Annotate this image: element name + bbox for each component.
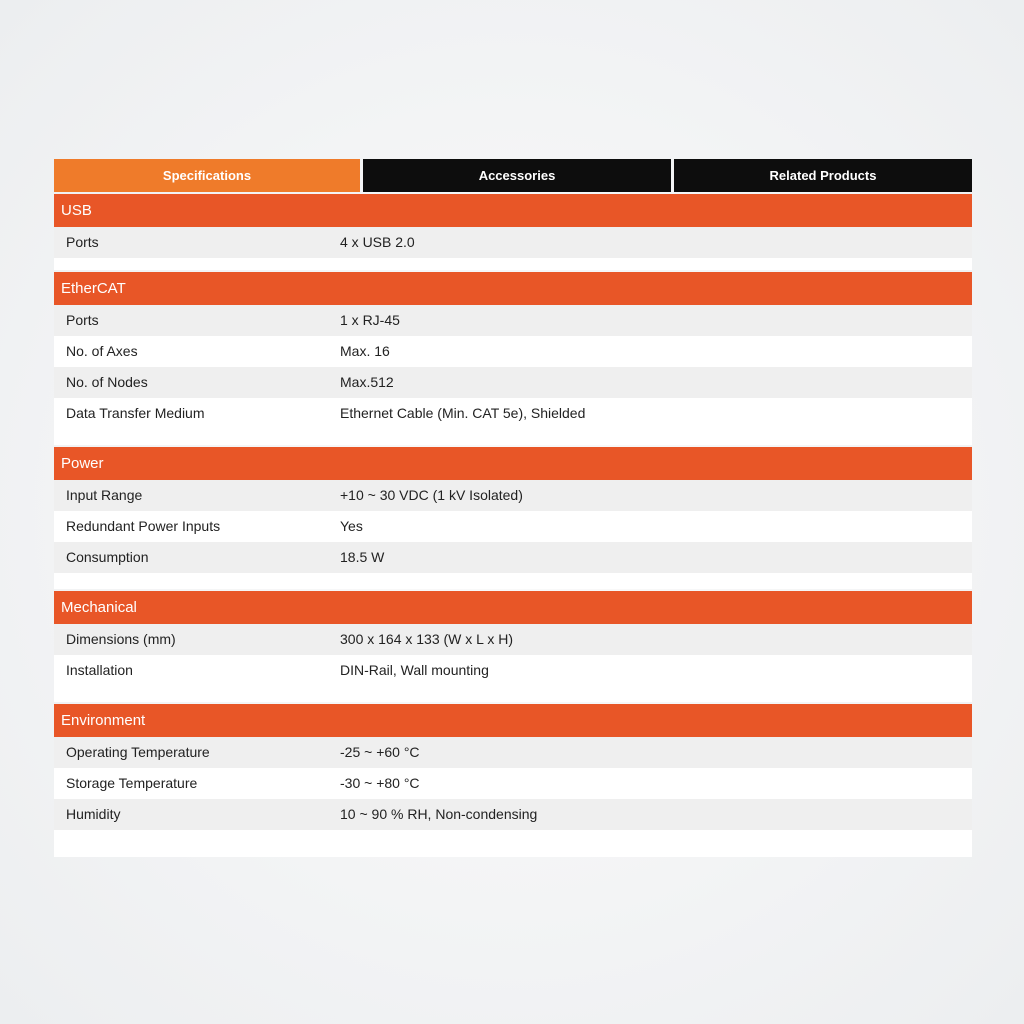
section-title: EtherCAT [54, 272, 972, 305]
spec-row [54, 624, 972, 655]
spec-row [54, 799, 972, 830]
section-spacer [54, 258, 972, 270]
spec-value: Ethernet Cable (Min. CAT 5e), Shielded [340, 405, 586, 421]
section-spacer [54, 830, 972, 857]
spec-row [54, 398, 972, 429]
spec-value: 1 x RJ-45 [340, 312, 400, 328]
spec-label: Ports [66, 234, 99, 250]
spec-row [54, 336, 972, 367]
section-spacer [54, 686, 972, 702]
section-title: Environment [54, 704, 972, 737]
spec-label: Operating Temperature [66, 744, 210, 760]
spec-value: 18.5 W [340, 549, 385, 565]
spec-row [54, 227, 972, 258]
section-title: USB [54, 194, 972, 227]
spec-value: DIN-Rail, Wall mounting [340, 662, 489, 678]
spec-value: -25 ~ +60 °C [340, 744, 420, 760]
tab-accessories[interactable]: Accessories [363, 159, 671, 192]
section-power [54, 447, 972, 589]
spec-panel [54, 159, 972, 857]
section-spacer [54, 429, 972, 445]
tab-bar [54, 159, 972, 192]
spec-row [54, 480, 972, 511]
spec-label: Storage Temperature [66, 775, 198, 791]
spec-label: Redundant Power Inputs [66, 518, 221, 534]
spec-value: +10 ~ 30 VDC (1 kV Isolated) [340, 487, 523, 503]
spec-row [54, 655, 972, 686]
spec-value: 4 x USB 2.0 [340, 234, 415, 250]
tab-specifications[interactable]: Specifications [54, 159, 360, 192]
spec-row [54, 367, 972, 398]
spec-label: Consumption [66, 549, 149, 565]
spec-row [54, 305, 972, 336]
spec-label: Dimensions (mm) [66, 631, 176, 647]
section-spacer [54, 573, 972, 589]
spec-label: Input Range [66, 487, 143, 503]
spec-value: Max.512 [340, 374, 394, 390]
section-usb [54, 194, 972, 270]
section-environment [54, 704, 972, 857]
spec-row [54, 542, 972, 573]
section-title: Power [54, 447, 972, 480]
spec-value: 10 ~ 90 % RH, Non-condensing [340, 806, 538, 822]
spec-row [54, 768, 972, 799]
spec-value: Max. 16 [340, 343, 390, 359]
spec-label: No. of Nodes [66, 374, 148, 390]
spec-label: Humidity [66, 806, 121, 822]
spec-label: No. of Axes [66, 343, 138, 359]
section-ethercat [54, 272, 972, 445]
spec-label: Data Transfer Medium [66, 405, 205, 421]
spec-label: Ports [66, 312, 99, 328]
spec-value: 300 x 164 x 133 (W x L x H) [340, 631, 513, 647]
spec-label: Installation [66, 662, 133, 678]
spec-row [54, 737, 972, 768]
spec-value: -30 ~ +80 °C [340, 775, 420, 791]
tab-related-products[interactable]: Related Products [674, 159, 972, 192]
spec-value: Yes [340, 518, 363, 534]
spec-row [54, 511, 972, 542]
section-title: Mechanical [54, 591, 972, 624]
section-mechanical [54, 591, 972, 702]
